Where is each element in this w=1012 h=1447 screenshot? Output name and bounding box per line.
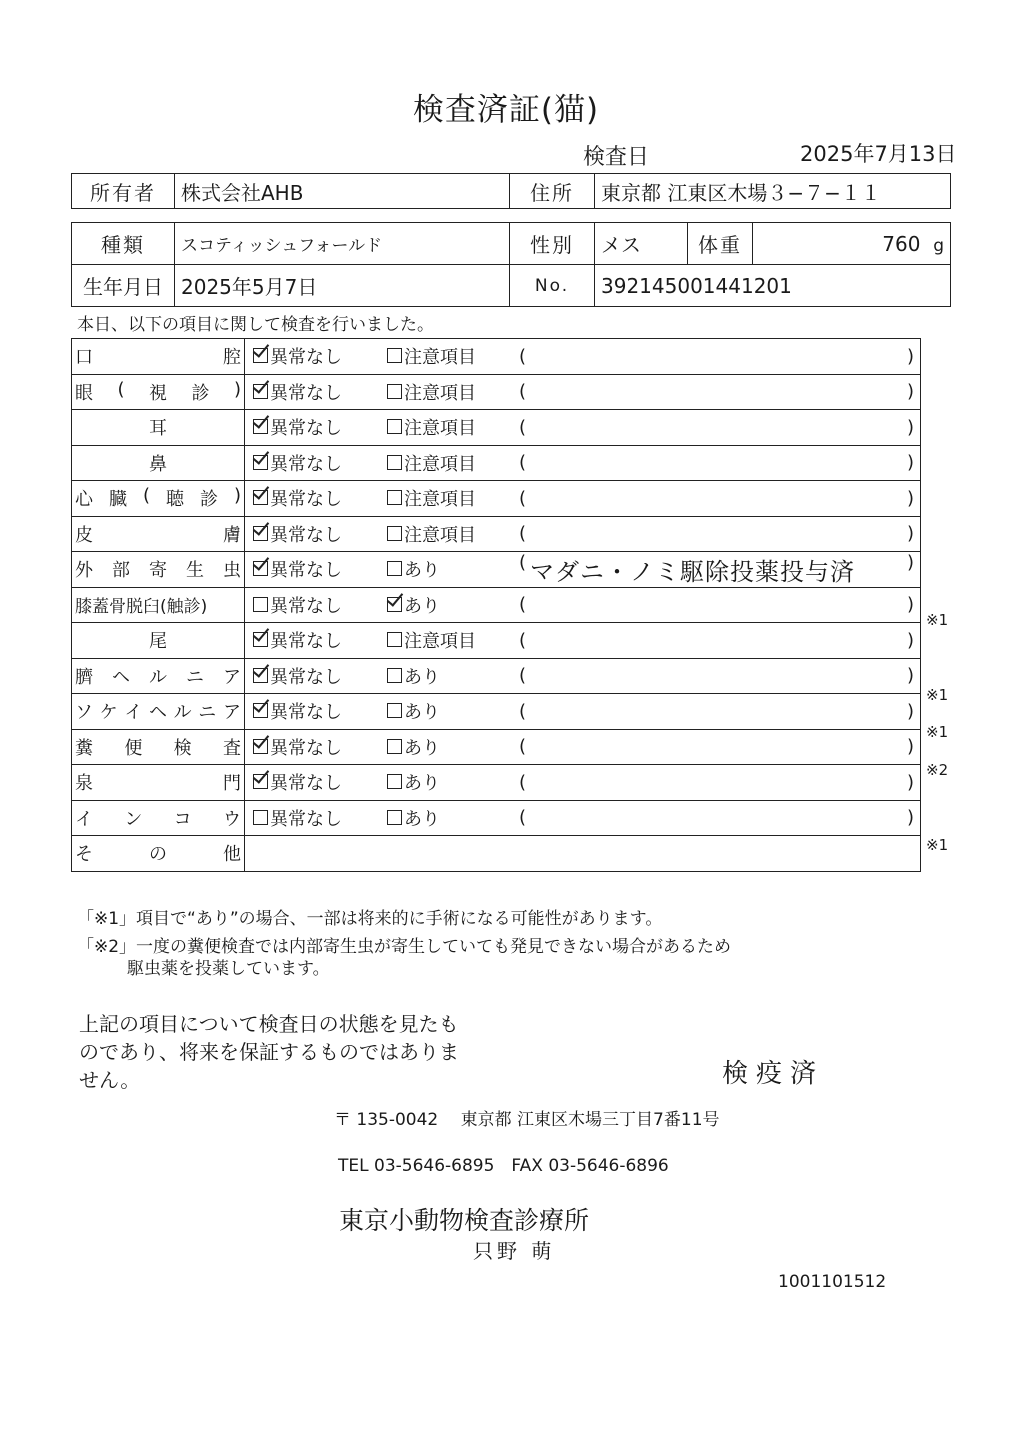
option-attention-label: あり: [404, 666, 440, 688]
birth-value: 2025年5月7日: [175, 265, 510, 307]
exam-item-label-char: 査: [222, 737, 241, 759]
option-attention-label: あり: [404, 560, 440, 582]
declaration: 上記の項目について検査日の状態を見たものであり、将来を保証するものではありません。: [79, 1012, 459, 1092]
exam-item-label-char: 臍: [75, 666, 93, 688]
exam-row: [72, 410, 921, 446]
exam-result: [245, 445, 921, 481]
exam-item-label-char: 寄: [149, 560, 167, 582]
open-paren: (: [519, 452, 527, 474]
open-paren: (: [519, 736, 527, 758]
option-attention[interactable]: [387, 556, 519, 582]
exam-row: [72, 587, 921, 623]
weight-unit: g: [933, 235, 944, 256]
owner-label: 所有者: [72, 174, 175, 209]
option-attention[interactable]: [387, 379, 519, 405]
no-label: No.: [510, 265, 595, 307]
note-field[interactable]: [519, 552, 920, 587]
exam-row: [72, 552, 921, 588]
exam-item-label-char: 便: [124, 737, 143, 759]
exam-result: [245, 623, 921, 659]
close-paren: ): [906, 345, 914, 367]
option-normal[interactable]: [245, 521, 387, 547]
option-normal-label: 異常なし: [270, 702, 342, 724]
exam-table: [71, 338, 921, 872]
option-normal-label: 異常なし: [270, 524, 342, 546]
clinic-name: 東京小動物検査診療所: [339, 1206, 590, 1235]
option-attention[interactable]: [387, 450, 519, 476]
exam-item-label: [72, 694, 245, 730]
other-label-char: の: [149, 844, 167, 866]
option-normal-label: 異常なし: [270, 489, 342, 511]
exam-row: [72, 374, 921, 410]
footnote-mark: ※1: [926, 610, 949, 629]
note-field[interactable]: [519, 701, 920, 722]
exam-item-label-char: 口: [75, 347, 93, 369]
option-attention-label: 注意項目: [404, 524, 476, 546]
exam-result: [245, 410, 921, 446]
checkbox-icon[interactable]: [253, 561, 268, 576]
exam-item-label-char: ): [233, 378, 241, 400]
checkbox-icon[interactable]: [253, 774, 268, 789]
exam-row: [72, 516, 921, 552]
exam-date-value: 2025年7月13日: [800, 142, 957, 166]
exam-item-label-char: ウ: [222, 808, 241, 830]
option-attention-label: 注意項目: [404, 382, 476, 404]
exam-item-label-char: ソ: [75, 702, 93, 724]
note-text: マダニ・ノミ駆除投薬投与済: [530, 557, 856, 586]
option-attention-label: 注意項目: [404, 631, 476, 653]
checkbox-icon[interactable]: [253, 490, 268, 505]
no-value: 392145001441201: [595, 265, 951, 307]
intro-text: 本日、以下の項目に関して検査を行いました。: [77, 315, 434, 335]
exam-item-label-char: 診: [199, 489, 218, 511]
option-normal[interactable]: [245, 450, 387, 476]
document-title: 検査済証(猫): [412, 92, 600, 128]
option-attention-label: 注意項目: [404, 418, 476, 440]
option-normal-label: 異常なし: [270, 453, 342, 475]
checkbox-icon[interactable]: [387, 774, 402, 789]
exam-item-label-char: 診: [191, 382, 210, 404]
checkbox-icon[interactable]: [387, 668, 402, 683]
exam-row: [72, 339, 921, 375]
open-paren: (: [519, 629, 527, 651]
exam-row: [72, 658, 921, 694]
exam-item-label-char: 腔: [223, 347, 241, 369]
exam-date-label: 検査日: [583, 145, 650, 170]
exam-item-label: [72, 481, 245, 517]
open-paren: (: [519, 594, 527, 616]
option-attention-label: あり: [404, 702, 440, 724]
breed-value: スコティッシュフォールド: [175, 223, 510, 265]
note-text: [526, 701, 907, 722]
note-text: [526, 381, 907, 402]
checkbox-icon[interactable]: [387, 561, 402, 576]
open-paren: (: [519, 487, 527, 509]
exam-item-label-char: 鼻: [149, 453, 167, 475]
exam-item-label-char: 生: [186, 560, 204, 582]
note-field[interactable]: [519, 630, 920, 651]
note-field[interactable]: [519, 346, 920, 367]
exam-item-label-char: 眼: [75, 382, 93, 404]
address-value: 東京都 江東区木場３−７−１１: [595, 174, 951, 209]
exam-item-label: [72, 410, 245, 446]
footnote-mark: ※2: [926, 760, 949, 779]
exam-result: [245, 339, 921, 375]
close-paren: ): [906, 665, 914, 687]
sex-label: 性別: [510, 223, 595, 265]
option-attention[interactable]: [387, 592, 519, 618]
option-attention-label: あり: [404, 595, 440, 617]
exam-item-label-char: ン: [124, 808, 143, 830]
option-normal[interactable]: [245, 556, 387, 582]
exam-item-label-char: ア: [223, 666, 241, 688]
exam-item-label-char: ): [233, 485, 241, 507]
close-paren: ): [906, 416, 914, 438]
footnote-2-cont: 駆虫薬を投薬しています。: [127, 959, 330, 979]
exam-item-label-char: コ: [173, 808, 192, 830]
sex-value: メス: [595, 223, 688, 265]
exam-item-label-char: 聴: [165, 489, 184, 511]
note-field[interactable]: [519, 665, 920, 686]
weight-value: 760: [882, 231, 921, 256]
note-field[interactable]: [519, 594, 920, 615]
checkbox-icon[interactable]: [253, 810, 268, 825]
exam-item-label: [72, 445, 245, 481]
exam-row: [72, 694, 921, 730]
close-paren: ): [906, 551, 914, 573]
exam-result: [245, 552, 921, 588]
open-paren: (: [519, 345, 527, 367]
exam-item-label-char: 尾: [149, 631, 167, 653]
exam-item-label-char: 部: [112, 560, 130, 582]
close-paren: ): [906, 700, 914, 722]
note-field[interactable]: [519, 417, 920, 438]
option-attention[interactable]: [387, 805, 519, 831]
checkbox-icon[interactable]: [387, 490, 402, 505]
exam-item-label-char: イ: [124, 702, 143, 724]
open-paren: (: [519, 665, 527, 687]
close-paren: ): [906, 381, 914, 403]
note-field[interactable]: [519, 807, 920, 828]
checkbox-icon[interactable]: [387, 455, 402, 470]
close-paren: ): [906, 452, 914, 474]
exam-item-label-char: 心: [75, 489, 93, 511]
option-normal[interactable]: [245, 379, 387, 405]
option-attention-label: あり: [404, 808, 440, 830]
exam-item-label-char: ヘ: [148, 702, 167, 724]
other-label-char: 他: [223, 844, 241, 866]
option-attention[interactable]: [387, 485, 519, 511]
exam-result: [245, 729, 921, 765]
weight-label: 体重: [688, 223, 753, 265]
exam-result: [245, 516, 921, 552]
exam-item-label-char: ニ: [186, 666, 204, 688]
close-paren: ): [906, 629, 914, 651]
exam-item-label-char: ル: [173, 702, 192, 724]
other-label: [72, 836, 245, 872]
clinic-tel-fax: TEL 03-5646-6895 FAX 03-5646-6896: [338, 1156, 669, 1176]
note-text: [526, 452, 907, 473]
option-normal-label: 異常なし: [270, 737, 342, 759]
checkbox-icon[interactable]: [387, 419, 402, 434]
owner-value: 株式会社AHB: [175, 174, 510, 209]
exam-result: [245, 374, 921, 410]
exam-result: [245, 587, 921, 623]
close-paren: ): [906, 523, 914, 545]
note-text: [526, 736, 907, 757]
quarantine-stamp: 検疫済: [722, 1059, 825, 1089]
open-paren: (: [519, 523, 527, 545]
checkbox-icon[interactable]: [253, 455, 268, 470]
note-text: [526, 346, 907, 367]
note-field[interactable]: [519, 772, 920, 793]
checkbox-icon[interactable]: [253, 739, 268, 754]
footnote-mark: ※1: [926, 685, 949, 704]
exam-row-other: [72, 836, 921, 872]
exam-row: [72, 729, 921, 765]
option-normal[interactable]: [245, 627, 387, 653]
breed-label: 種類: [72, 223, 175, 265]
footnote-1: 「※1」項目で“あり”の場合、一部は将来的に手術になる可能性があります。: [77, 909, 663, 929]
clinic-address: 〒 135-0042 東京都 江東区木場三丁目7番11号: [334, 1110, 720, 1130]
weight-cell: [753, 223, 951, 265]
exam-item-label-char: イ: [75, 808, 93, 830]
note-field[interactable]: [519, 452, 920, 473]
option-attention-label: 注意項目: [404, 347, 476, 369]
exam-item-label-char: 皮: [75, 524, 93, 546]
option-normal[interactable]: [245, 663, 387, 689]
exam-item-label: [72, 516, 245, 552]
checkbox-icon[interactable]: [387, 348, 402, 363]
exam-item-label-char: 検: [173, 737, 192, 759]
option-normal-label: 異常なし: [270, 666, 342, 688]
exam-item-label-char: 外: [75, 560, 93, 582]
exam-row: [72, 800, 921, 836]
exam-row: [72, 481, 921, 517]
note-text: [526, 523, 907, 544]
option-normal-label: 異常なし: [270, 595, 342, 617]
option-normal-label: 異常なし: [270, 418, 342, 440]
owner-table: [71, 173, 951, 209]
exam-item-label: [72, 729, 245, 765]
exam-item-label-char: ア: [222, 702, 241, 724]
address-label: 住所: [510, 174, 595, 209]
pet-table: [71, 222, 951, 307]
note-field[interactable]: [519, 381, 920, 402]
other-field[interactable]: [245, 836, 921, 872]
exam-item-label-char: (: [142, 485, 150, 507]
exam-item-label-char: 膚: [223, 524, 241, 546]
option-attention-label: あり: [404, 737, 440, 759]
checkbox-icon[interactable]: [387, 703, 402, 718]
checkbox-icon[interactable]: [387, 597, 402, 612]
note-text: [526, 594, 907, 615]
option-normal-label: 異常なし: [270, 808, 342, 830]
exam-row: [72, 623, 921, 659]
exam-item-label: [72, 552, 245, 588]
exam-item-label-char: ル: [149, 666, 167, 688]
note-field[interactable]: [519, 736, 920, 757]
exam-item-label-char: 臓: [108, 489, 127, 511]
other-label-char: そ: [75, 844, 93, 866]
option-attention[interactable]: [387, 343, 519, 369]
note-text: [526, 772, 907, 793]
option-normal-label: 異常なし: [270, 347, 342, 369]
option-normal[interactable]: [245, 805, 387, 831]
option-attention-label: あり: [404, 773, 440, 795]
option-attention[interactable]: [387, 627, 519, 653]
option-attention[interactable]: [387, 521, 519, 547]
birth-label: 生年月日: [72, 265, 175, 307]
checkbox-icon[interactable]: [253, 597, 268, 612]
exam-item-label-char: 泉: [75, 773, 93, 795]
exam-item-label-char: ヘ: [112, 666, 130, 688]
exam-item-label-char: 膝蓋骨脱臼(触診): [75, 597, 208, 618]
exam-item-label-char: ケ: [99, 702, 118, 724]
close-paren: ): [906, 736, 914, 758]
open-paren: (: [519, 416, 527, 438]
close-paren: ): [906, 487, 914, 509]
option-attention-label: 注意項目: [404, 489, 476, 511]
note-field[interactable]: [519, 488, 920, 509]
close-paren: ): [906, 594, 914, 616]
exam-item-label-char: 門: [223, 773, 241, 795]
option-normal[interactable]: [245, 592, 387, 618]
footnote-mark: ※1: [926, 723, 949, 741]
option-attention[interactable]: [387, 414, 519, 440]
exam-item-label-char: ニ: [198, 702, 217, 724]
option-attention-label: 注意項目: [404, 453, 476, 475]
exam-row: [72, 445, 921, 481]
checkbox-icon[interactable]: [387, 632, 402, 647]
exam-result: [245, 481, 921, 517]
option-normal[interactable]: [245, 485, 387, 511]
exam-item-label: [72, 765, 245, 801]
exam-item-label: [72, 374, 245, 410]
note-field[interactable]: [519, 523, 920, 544]
exam-item-label: [72, 658, 245, 694]
open-paren: (: [519, 700, 527, 722]
checkbox-icon[interactable]: [387, 384, 402, 399]
open-paren: (: [519, 381, 527, 403]
footnote-2: 「※2」一度の糞便検査では内部寄生虫が寄生していても発見できない場合があるため: [77, 937, 732, 957]
exam-item-label-char: (: [117, 378, 125, 400]
exam-item-label: [72, 587, 245, 623]
option-normal[interactable]: [245, 414, 387, 440]
note-text: [526, 630, 907, 651]
checkbox-icon[interactable]: [387, 739, 402, 754]
exam-item-label-char: 耳: [149, 418, 167, 440]
note-text: [526, 807, 907, 828]
close-paren: ): [906, 807, 914, 829]
option-normal-label: 異常なし: [270, 631, 342, 653]
option-normal[interactable]: [245, 734, 387, 760]
option-normal-label: 異常なし: [270, 382, 342, 404]
checkbox-icon[interactable]: [253, 526, 268, 541]
open-paren: (: [519, 551, 527, 573]
note-text: [526, 488, 907, 509]
exam-result: [245, 765, 921, 801]
option-attention[interactable]: [387, 734, 519, 760]
exam-item-label: [72, 623, 245, 659]
note-text: [526, 665, 907, 686]
checkbox-icon[interactable]: [387, 810, 402, 825]
exam-item-label: [72, 800, 245, 836]
checkbox-icon[interactable]: [253, 632, 268, 647]
open-paren: (: [519, 771, 527, 793]
checkbox-icon[interactable]: [253, 668, 268, 683]
option-normal-label: 異常なし: [270, 773, 342, 795]
option-attention[interactable]: [387, 698, 519, 724]
vet-name: 只野 萌: [473, 1239, 556, 1263]
exam-item-label-char: 虫: [223, 560, 241, 582]
option-normal[interactable]: [245, 769, 387, 795]
option-attention[interactable]: [387, 769, 519, 795]
serial-number: 1001101512: [778, 1272, 887, 1292]
option-normal[interactable]: [245, 343, 387, 369]
exam-item-label-char: 糞: [75, 737, 93, 759]
exam-item-label: [72, 339, 245, 375]
option-attention[interactable]: [387, 663, 519, 689]
exam-result: [245, 658, 921, 694]
exam-row: [72, 765, 921, 801]
option-normal[interactable]: [245, 698, 387, 724]
footnote-mark: ※1: [926, 835, 949, 854]
exam-result: [245, 694, 921, 730]
checkbox-icon[interactable]: [387, 526, 402, 541]
exam-result: [245, 800, 921, 836]
exam-item-label-char: 視: [149, 382, 167, 404]
note-text: [526, 417, 907, 438]
close-paren: ): [906, 771, 914, 793]
open-paren: (: [519, 807, 527, 829]
checkbox-icon[interactable]: [253, 703, 268, 718]
checkbox-icon[interactable]: [253, 419, 268, 434]
option-normal-label: 異常なし: [270, 560, 342, 582]
checkbox-icon[interactable]: [253, 384, 268, 399]
checkbox-icon[interactable]: [253, 348, 268, 363]
